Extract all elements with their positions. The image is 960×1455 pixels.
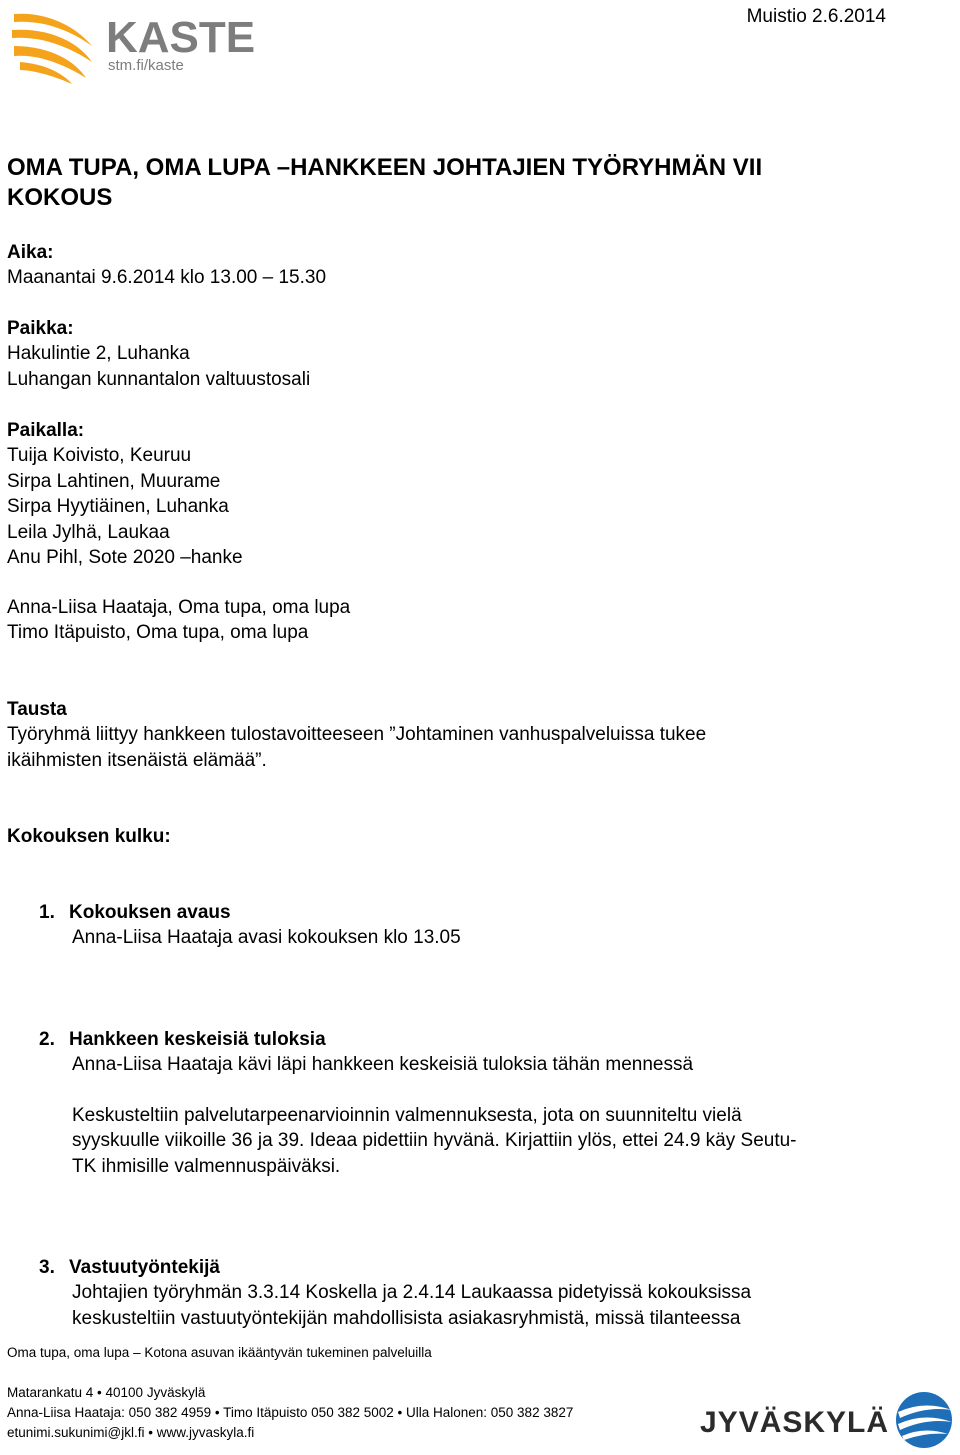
agenda-item-heading: Hankkeen keskeisiä tuloksia — [69, 1029, 326, 1050]
agenda-item-number: 2. — [39, 1029, 55, 1050]
footer-contact-block — [7, 1383, 573, 1443]
jyvaskyla-logo-text: JYVÄSKYLÄ — [700, 1406, 890, 1439]
attendee: Leila Jylhä, Laukaa — [7, 521, 170, 543]
paikka-line: Luhangan kunnantalon valtuustosali — [7, 368, 311, 390]
agenda-item-line: Anna-Liisa Haataja kävi läpi hankkeen keskeisiä tuloksia tähän mennessä — [72, 1054, 694, 1076]
title-line-1: OMA TUPA, OMA LUPA –HANKKEEN JOHTAJIEN TYÖRYHMÄN VII — [7, 154, 763, 181]
aika-value: Maanantai 9.6.2014 klo 13.00 – 15.30 — [7, 267, 327, 289]
agenda-item-2 — [0, 1027, 693, 1078]
kaste-logo — [10, 6, 270, 86]
agenda-item-number: 3. — [39, 1257, 55, 1278]
agenda-item-3 — [0, 1255, 751, 1331]
aika-section — [7, 240, 326, 291]
attendee: Anna-Liisa Haataja, Oma tupa, oma lupa — [7, 597, 351, 618]
tausta-line: ikäihmisten itsenäistä elämää”. — [7, 749, 267, 771]
agenda-item-number: 1. — [39, 902, 55, 923]
agenda-item-line: Anna-Liisa Haataja avasi kokouksen klo 13.05 — [72, 927, 461, 949]
attendee: Tuija Koivisto, Keuruu — [7, 445, 192, 467]
paikalla-label: Paikalla: — [7, 420, 85, 441]
attendee: Anu Pihl, Sote 2020 –hanke — [7, 547, 243, 569]
page-title — [7, 153, 907, 213]
attendee: Sirpa Hyytiäinen, Luhanka — [7, 496, 229, 518]
tausta-section — [7, 697, 706, 773]
agenda-item-heading: Kokouksen avaus — [69, 902, 231, 923]
kaste-logo-url: stm.fi/kaste — [108, 57, 184, 74]
agenda-item-line: TK ihmisille valmennuspäiväksi. — [72, 1155, 341, 1177]
paikalla-section — [7, 418, 243, 570]
footer-web: etunimi.sukunimi@jkl.fi • www.jyvaskyla.fi — [7, 1425, 255, 1440]
footer-address: Matarankatu 4 • 40100 Jyväskylä — [7, 1385, 206, 1400]
attendee: Timo Itäpuisto, Oma tupa, oma lupa — [7, 622, 309, 644]
footer-contacts: Anna-Liisa Haataja: 050 382 4959 • Timo Itäpuisto 050 382 5002 • Ulla Halonen: 050 382 3827 — [7, 1405, 574, 1420]
agenda-item-2-paragraph — [0, 1103, 797, 1179]
agenda-item-1 — [0, 900, 461, 951]
project-attendees — [7, 595, 350, 646]
aika-label: Aika: — [7, 242, 54, 263]
kaste-logo-name: KASTE — [106, 13, 256, 62]
tausta-label: Tausta — [7, 699, 67, 720]
attendee: Sirpa Lahtinen, Muurame — [7, 470, 221, 492]
jyvaskyla-logo-mark — [696, 1386, 960, 1450]
agenda-item-line: keskusteltiin vastuutyöntekijän mahdollisista asiakasryhmistä, missä tilanteessa — [72, 1307, 741, 1329]
paikka-section — [7, 316, 310, 392]
title-line-2: KOKOUS — [7, 184, 113, 211]
agenda-item-line: Johtajien työryhmän 3.3.14 Koskella ja 2.4.14 Laukaassa pidetyissä kokouksissa — [72, 1282, 752, 1304]
paikka-label: Paikka: — [7, 318, 74, 339]
agenda-item-heading: Vastuutyöntekijä — [69, 1257, 220, 1278]
footer-project: Oma tupa, oma lupa – Kotona asuvan ikääntyvän tukeminen palveluilla — [7, 1345, 432, 1360]
memo-date: Muistio 2.6.2014 — [746, 6, 886, 27]
agenda-item-line: syyskuulle viikoille 36 ja 39. Ideaa pidettiin hyvänä. Kirjattiin ylös, ettei 24.9 käy Seutu- — [72, 1130, 797, 1152]
tausta-line: Työryhmä liittyy hankkeen tulostavoitteeseen ”Johtaminen vanhuspalveluissa tukee — [7, 724, 707, 746]
kulku-heading: Kokouksen kulku: — [7, 826, 171, 847]
jyvaskyla-logo — [696, 1386, 960, 1450]
kaste-logo-mark — [10, 6, 270, 86]
paikka-line: Hakulintie 2, Luhanka — [7, 343, 190, 365]
agenda-item-line: Keskusteltiin palvelutarpeenarvioinnin valmennuksesta, jota on suunniteltu vielä — [72, 1105, 742, 1126]
